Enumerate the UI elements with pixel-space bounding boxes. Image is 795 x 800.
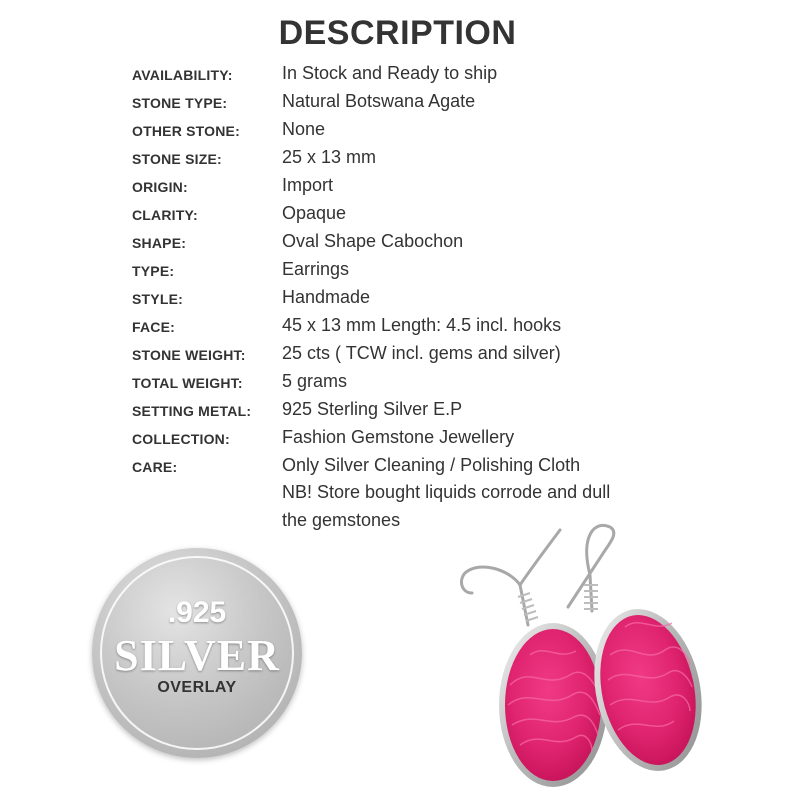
spec-row xyxy=(0,368,795,396)
spec-value: Oval Shape Cabochon xyxy=(282,231,464,251)
care-note-line-1: NB! Store bought liquids corrode and dull xyxy=(282,482,611,502)
spec-row xyxy=(0,228,795,256)
spec-value: 925 Sterling Silver E.P xyxy=(282,399,463,419)
spec-row xyxy=(0,60,795,88)
spec-label: STONE SIZE: xyxy=(132,151,222,167)
spec-label: FACE: xyxy=(132,319,175,335)
spec-row xyxy=(0,144,795,172)
spec-label: SHAPE: xyxy=(132,235,187,251)
spec-row xyxy=(0,284,795,312)
earrings-image xyxy=(450,515,740,790)
spec-row xyxy=(0,396,795,424)
spec-value: None xyxy=(282,119,326,139)
spec-row xyxy=(0,312,795,340)
spec-label: TOTAL WEIGHT: xyxy=(132,375,243,391)
earring-stone-left xyxy=(499,623,607,787)
spec-value: Earrings xyxy=(282,259,350,279)
spec-row xyxy=(0,340,795,368)
spec-label: SETTING METAL: xyxy=(132,403,252,419)
spec-value: Import xyxy=(282,175,334,195)
spec-label: ORIGIN: xyxy=(132,179,188,195)
spec-row xyxy=(0,88,795,116)
spec-value: Natural Botswana Agate xyxy=(282,91,476,111)
badge-word: SILVER xyxy=(114,631,280,680)
badge-sub: OVERLAY xyxy=(157,679,237,696)
spec-value: Fashion Gemstone Jewellery xyxy=(282,427,515,447)
spec-value: Handmade xyxy=(282,287,371,307)
spec-row xyxy=(0,172,795,200)
spec-value: 25 x 13 mm xyxy=(282,147,377,167)
spec-value: Opaque xyxy=(282,203,347,223)
badge-number: .925 xyxy=(167,596,227,629)
spec-label: STONE TYPE: xyxy=(132,95,228,111)
earring-hook-left xyxy=(461,530,560,625)
spec-value: 5 grams xyxy=(282,371,348,391)
spec-row xyxy=(0,256,795,284)
spec-label: STONE WEIGHT: xyxy=(132,347,246,363)
care-note-line-2: the gemstones xyxy=(282,510,401,530)
spec-value: 25 cts ( TCW incl. gems and silver) xyxy=(282,343,561,363)
spec-label: STYLE: xyxy=(132,291,183,307)
spec-value: In Stock and Ready to ship xyxy=(282,63,498,83)
spec-value: Only Silver Cleaning / Polishing Cloth xyxy=(282,455,581,475)
spec-label: TYPE: xyxy=(132,263,175,279)
spec-label: OTHER STONE: xyxy=(132,123,240,139)
spec-value: 45 x 13 mm Length: 4.5 incl. hooks xyxy=(282,315,562,335)
silver-overlay-badge xyxy=(92,548,302,758)
spec-label: AVAILABILITY: xyxy=(132,67,233,83)
spec-row xyxy=(0,424,795,452)
spec-label: COLLECTION: xyxy=(132,431,230,447)
spec-label: CARE: xyxy=(132,459,178,475)
spec-row xyxy=(0,116,795,144)
earring-stone-right xyxy=(580,599,716,781)
spec-label: CLARITY: xyxy=(132,207,198,223)
spec-row xyxy=(0,452,795,480)
earring-hook-right xyxy=(568,525,614,611)
spec-row xyxy=(0,200,795,228)
page-title: DESCRIPTION xyxy=(278,14,517,52)
